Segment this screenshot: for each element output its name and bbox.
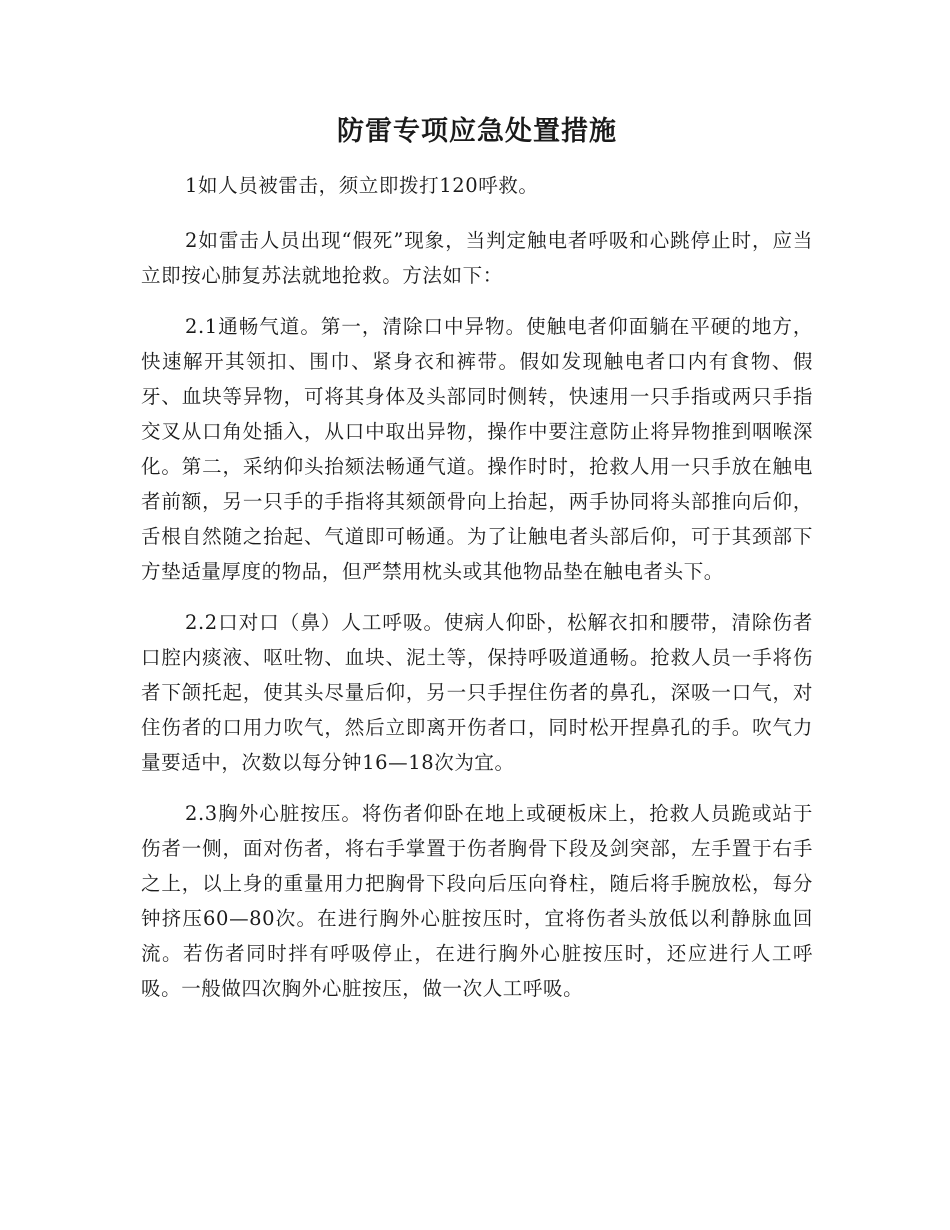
paragraph-open-airway: 2.1通畅气道。第一，清除口中异物。使触电者仰面躺在平硬的地方，快速解开其领扣、围巾、紧身衣和裤带。假如发现触电者口内有食物、假牙、血块等异物，可将其身体及头部同时侧转，快速用一只手指或两只手指交叉从口角处插入，从口中取出异物，操作中要注意防止将异物推到咽喉深化。第二，采纳仰头抬颏法畅通气道。操作时时，抢救人用一只手放在触电者前额，另一只手的手指将其颏颌骨向上抬起，两手协同将头部推向后仰，舌根自然随之抬起、气道即可畅通。为了让触电者头部后仰，可于其颈部下方垫适量厚度的物品，但严禁用枕头或其他物品垫在触电者头下。 [141,315,813,583]
document-page [141,108,813,1022]
paragraph-call-for-help: 1如人员被雷击，须立即拨打120呼救。 [185,174,539,197]
paragraph-chest-compression: 2.3胸外心脏按压。将伤者仰卧在地上或硬板床上，抢救人员跪或站于伤者一侧，面对伤者，将右手掌置于伤者胸骨下段及剑突部，左手置于右手之上，以上身的重量用力把胸骨下段向后压向脊柱，随后将手腕放松，每分钟挤压60—80次。在进行胸外心脏按压时，宜将伤者头放低以利静脉血回流。若伤者同时拌有呼吸停止，在进行胸外心脏按压时，还应进行人工呼吸。一般做四次胸外心脏按压，做一次人工呼吸。 [141,802,813,1000]
paragraph-cpr-intro: 2如雷击人员出现“假死”现象，当判定触电者呼吸和心跳停止时，应当立即按心肺复苏法就地抢救。方法如下： [141,229,813,287]
paragraph-rescue-breathing: 2.2口对口（鼻）人工呼吸。使病人仰卧，松解衣扣和腰带，清除伤者口腔内痰液、呕吐物、血块、泥土等，保持呼吸道通畅。抢救人员一手将伤者下颌托起，使其头尽量后仰，另一只手捏住伤者的鼻孔，深吸一口气，对住伤者的口用力吹气，然后立即离开伤者口，同时松开捏鼻孔的手。吹气力量要适中，次数以每分钟16—18次为宜。 [141,611,813,774]
document-title: 防雷专项应急处置措施 [337,116,617,147]
